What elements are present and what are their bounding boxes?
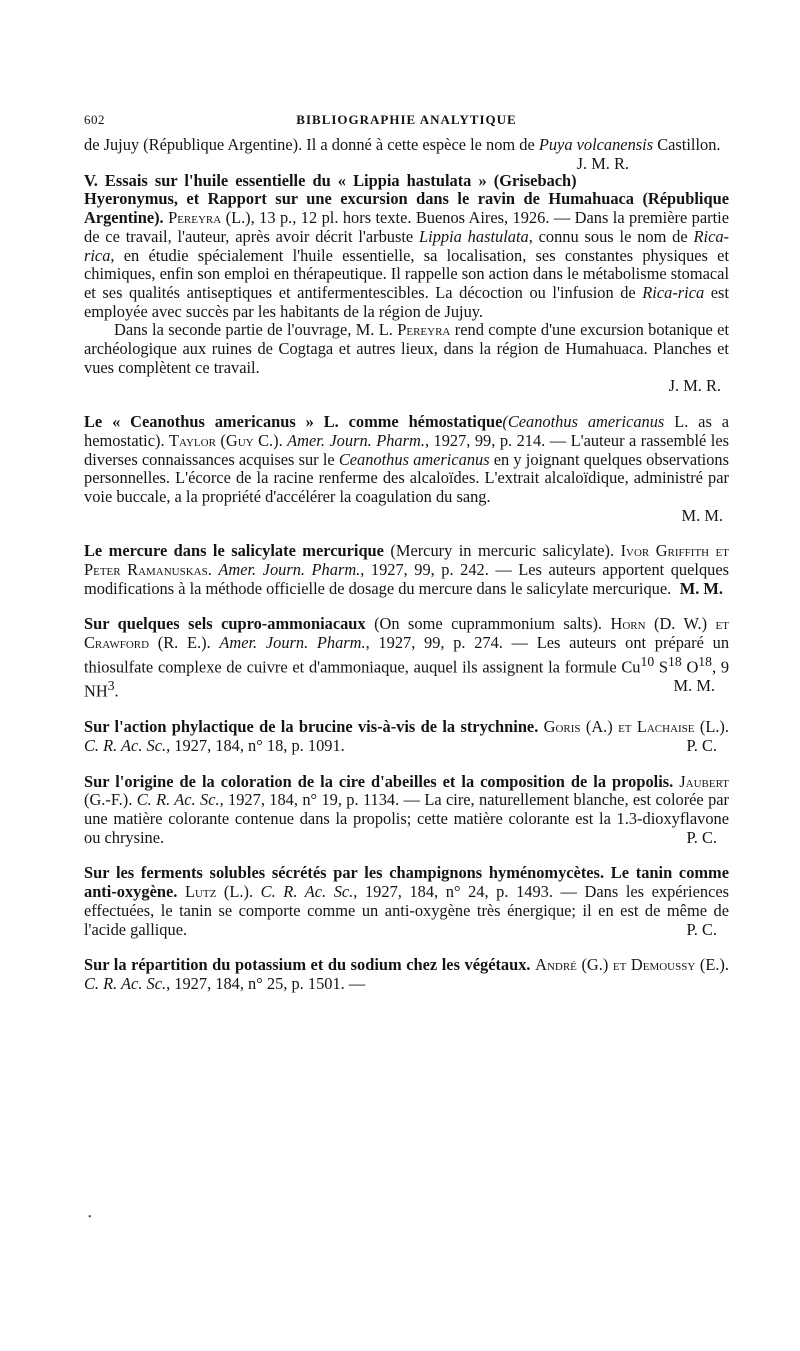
signature: P. C. xyxy=(686,735,717,755)
entry-text: , en étudie spécialement l'huile essentielle, sa localisation, ses constantes physiques et chimiques, enfin son emploi en thérapeutique. Il rappelle son action dans le métabolisme stomacal et ses qualités antiseptiques et antifermentescibles. La décoction ou l'infusion de xyxy=(84,245,729,302)
journal-name: Amer. Journ. Pharm. xyxy=(218,560,361,580)
signature: M. M. xyxy=(673,676,715,696)
entry-text: Castillon. xyxy=(653,135,721,154)
signature: J. M. R. xyxy=(576,153,629,173)
entry-author: Goris (A.) et Lachaise (L.) xyxy=(543,717,725,737)
entry-title: Sur quelques sels cupro-ammoniacaux xyxy=(84,614,366,634)
entry-text: , 1927, 184, n° 24, p. 1493. — Dans les expériences effectuées, le tanin se comporte comme un anti-oxygène très énergique; il en est de même de l'acide gallique. xyxy=(84,882,729,939)
page xyxy=(84,112,729,994)
signature: P. C. xyxy=(686,919,717,939)
entry-text: en y joignant quelques observations personnelles. L'écorce de la racine renferme des alcaloïdes. L'extrait alcaloïdique, administré par voie buccale, a la propriété d'accélérer la coagulation du sang. xyxy=(84,449,729,506)
entry-text: rend compte d'une excursion botanique et archéologique aux ruines de Cogtaga et autres lieux, dans la région de Humahuaca. Planches et vues complètent ce travail. xyxy=(84,320,730,377)
formula-part: , 9 NH xyxy=(84,657,730,701)
entry-potassium: Sur la répartition du potassium et du sodium chez les végétaux. André (G.) et Demoussy (E.). C. R. Ac. Sc., 1927, 184, n° 25, p. 1501. — xyxy=(84,955,729,993)
entry-text: , 1927, 184, n° 18, p. 1091. xyxy=(166,735,345,755)
formula-superscript: 18 xyxy=(668,653,682,669)
entry-lippia xyxy=(84,172,729,322)
entry-subtitle: L. as a hemostatic). xyxy=(84,412,729,450)
entry-title: Sur la répartition du potassium et du sodium chez les végétaux. xyxy=(84,955,531,975)
entry-cire: Sur l'origine de la coloration de la cire d'abeilles et la composition de la propolis. Jaubert (G.-F.). C. R. Ac. Sc., 1927, 184, n° 19, p. 1134. — La cire, naturellement blanche, est colorée par une matière colorante contenue dans la propolis; cette matière colorante est la 1.3-dioxyflavone ou chrysine. P. C. xyxy=(84,771,729,847)
page-number: 602 xyxy=(84,112,105,127)
entry-text: (On some cuprammonium salts). xyxy=(365,614,611,634)
formula-part: O xyxy=(681,657,699,677)
formula-superscript: 3 xyxy=(107,678,115,694)
entry-brucine: Sur l'action phylactique de la brucine vis-à-vis de la strychnine. Goris (A.) et Lachaise (L.). C. R. Ac. Sc., 1927, 184, n° 18, p. 1091. P. C. xyxy=(84,717,729,755)
journal-name: Amer. Journ. Pharm. xyxy=(287,430,425,450)
entry-title: Le « Ceanothus americanus » L. comme hémostatique xyxy=(84,412,503,432)
entry-subtitle: (Ceanothus americanus xyxy=(502,412,665,432)
signature: M. M. xyxy=(681,505,723,525)
entry-text: , 13 p., 12 pl. hors texte. Buenos Aires, 1926. — Dans la première partie de ce travail, l'auteur, après avoir décrit l'arbuste xyxy=(84,208,729,246)
running-header xyxy=(84,112,729,134)
entry-text: , 1927, 184, n° 25, p. 1501. — xyxy=(166,973,366,993)
entry-text: est employée avec succès par les habitants de la région de Jujuy. xyxy=(84,282,729,321)
journal-name: C. R. Ac. Sc. xyxy=(84,973,167,993)
entry-author: Horn (D. W.) et Crawford (R. E.) xyxy=(84,614,729,653)
entry-text: , 1927, 184, n° 19, p. 1134. — La cire, naturellement blanche, est colorée par une matière colorante contenue dans la propolis; cette matière colorante est la 1.3-dioxyflavone ou chrysine. xyxy=(84,790,729,847)
journal-name: Amer. Journ. Pharm. xyxy=(219,633,366,653)
formula-superscript: 18 xyxy=(698,653,712,669)
entry-title: V. Essais sur l'huile essentielle du « Lippia hastulata » (Grisebach) Hyeronymus, et Rapport sur une excursion dans le ravin de Humahuaca (République Argentine). xyxy=(84,170,729,228)
entry-mercure: Le mercure dans le salicylate mercurique (Mercury in mercuric salicylate). Ivor Griffith et Peter Ramanuskas. Amer. Journ. Pharm., 1927, 99, p. 242. — Les auteurs apportent quelques modifications à la méthode officielle de dosage du mercure dans le salicylate mercurique. M. M. xyxy=(84,541,729,598)
entry-text: (Mercury in mercuric salicylate). xyxy=(383,541,621,561)
entry-text: , 1927, 99, p. 274. — Les auteurs ont préparé un thiosulfate complexe de cuivre et d'ammoniaque, auquel ils assignent la formule Cu xyxy=(84,633,730,677)
entry-ceanothus: Le « Ceanothus americanus » L. comme hémostatique(Ceanothus americanus L. as a hemostatic). Taylor (Guy C.). Amer. Journ. Pharm., 1927, 99, p. 214. — L'auteur a rassemblé les diverses connaissances acquises sur le Ceanothus americanus en y joignant quelques observations personnelles. L'écorce de la racine renferme des alcaloïdes. L'extrait alcaloïdique, administré par voie buccale, a la propriété d'accélérer la coagulation du sang. M. M. xyxy=(84,412,729,525)
entry-text: Dans la seconde partie de l'ouvrage, M. L. xyxy=(114,320,398,340)
entry-author: Ivor Griffith et Peter Ramanuskas xyxy=(84,541,729,580)
formula-part: . xyxy=(114,681,119,701)
entry-text: de Jujuy (République Argentine). Il a donné à cette espèce le nom de xyxy=(84,135,539,154)
signature: M. M. xyxy=(679,578,723,598)
entry-author: Jaubert (G.-F.) xyxy=(84,771,729,810)
entry-text: , connu sous le nom de xyxy=(528,226,694,246)
entry-text: , 1927, 99, p. 214. — L'auteur a rassemblé les diverses connaissances acquises sur le xyxy=(84,430,729,469)
signature: P. C. xyxy=(686,827,717,847)
ink-mark: • xyxy=(88,1212,92,1223)
signature: J. M. R. xyxy=(668,376,721,396)
entry-text: , 1927, 99, p. 242. — Les auteurs apportent quelques modifications à la méthode officielle de dosage du mercure dans le salicylate mercurique. xyxy=(84,560,729,598)
entry-title: Le mercure dans le salicylate mercurique xyxy=(84,541,384,561)
entry-author: Taylor (Guy C.) xyxy=(169,430,279,450)
running-title: BIBLIOGRAPHIE ANALYTIQUE xyxy=(296,112,517,127)
species-name: Rica-rica xyxy=(84,226,729,265)
entry-lippia-paragraph-2 xyxy=(84,321,729,396)
species-name: Rica-rica xyxy=(642,282,705,302)
journal-name: C. R. Ac. Sc. xyxy=(84,735,167,755)
entry-title: Sur l'origine de la coloration de la cire d'abeilles et la composition de la propolis. xyxy=(84,771,674,791)
species-name: Puya volcanensis xyxy=(538,135,654,154)
journal-name: C. R. Ac. Sc. xyxy=(136,790,220,810)
entry-author: Lutz (L.) xyxy=(184,882,249,902)
species-name: Ceanothus americanus xyxy=(338,449,490,469)
entry-author: Pereyra xyxy=(397,320,451,340)
entry-title: Sur les ferments solubles sécrétés par les champignons hyménomycètes. Le tanin comme anti-oxygène. xyxy=(84,863,729,902)
entry-author: André (G.) et Demoussy (E.) xyxy=(535,955,725,975)
formula-superscript: 10 xyxy=(640,653,655,669)
species-name: Lippia hastulata xyxy=(419,226,529,246)
entry-cupro: Sur quelques sels cupro-ammoniacaux (On some cuprammonium salts). Horn (D. W.) et Crawford (R. E.). Amer. Journ. Pharm., 1927, 99, p. 274. — Les auteurs ont préparé un thiosulfate complexe de cuivre et d'ammoniaque, auquel ils assignent la formule Cu$^{10}$ $S^{18}$ $O^{18}$, 9 $NH^3$. M. M. xyxy=(84,614,730,701)
entry-author: Pereyra (L.) xyxy=(168,208,251,228)
entry-ferments: Sur les ferments solubles sécrétés par les champignons hyménomycètes. Le tanin comme anti-oxygène. Lutz (L.). C. R. Ac. Sc., 1927, 184, n° 24, p. 1493. — Dans les expériences effectuées, le tanin se comporte comme un anti-oxygène très énergique; il en est de même de l'acide gallique. P. C. xyxy=(84,863,729,939)
formula-part: S xyxy=(654,657,669,677)
journal-name: C. R. Ac. Sc. xyxy=(260,882,354,902)
entry-title: Sur l'action phylactique de la brucine vis-à-vis de la strychnine. xyxy=(84,717,539,737)
entry-continuation xyxy=(84,135,729,173)
